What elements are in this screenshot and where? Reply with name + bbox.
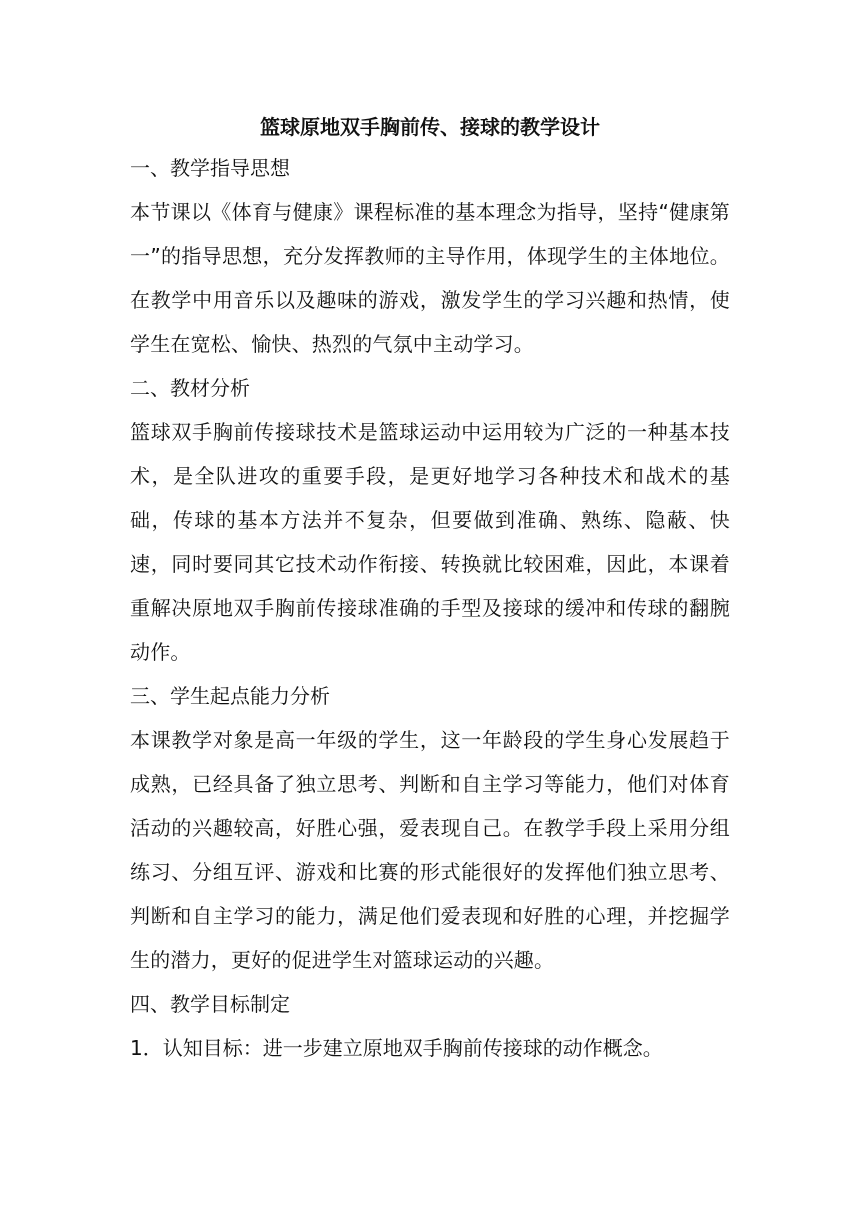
section-heading-material-analysis: 二、教材分析 <box>130 376 250 400</box>
section-heading-teaching-goals: 四、教学目标制定 <box>130 992 290 1016</box>
paragraph-student-ability: 本课教学对象是高一年级的学生，这一年龄段的学生身心发展趋于成熟，已经具备了独立思考、判断和自主学习等能力，他们对体育活动的兴趣较高，好胜心强，爱表现自己。在教学手段上采用分组练习、分组互评、游戏和比赛的形式能很好的发挥他们独立思考、判断和自主学习的能力，满足他们爱表现和好胜的心理，并挖掘学生的潜力，更好的促进学生对篮球运动的兴趣。 <box>130 728 730 972</box>
paragraph-guiding-thought: 本节课以《体育与健康》课程标准的基本理念为指导，坚持“健康第一”的指导思想，充分发挥教师的主导作用，体现学生的主体地位。在教学中用音乐以及趣味的游戏，激发学生的学习兴趣和热情，使学生在宽松、愉快、热烈的气氛中主动学习。 <box>130 200 730 356</box>
document-content <box>130 108 730 1070</box>
section-heading-guiding-thought: 一、教学指导思想 <box>130 156 290 180</box>
paragraph-material-analysis: 篮球双手胸前传接球技术是篮球运动中运用较为广泛的一种基本技术，是全队进攻的重要手段，是更好地学习各种技术和战术的基础，传球的基本方法并不复杂，但要做到准确、熟练、隐蔽、快速，同时要同其它技术动作衔接、转换就比较困难，因此，本课着重解决原地双手胸前传接球准确的手型及接球的缓冲和传球的翻腕动作。 <box>130 420 730 664</box>
list-item-cognitive-goal: 1．认知目标：进一步建立原地双手胸前传接球的动作概念。 <box>130 1036 663 1060</box>
section-heading-student-ability: 三、学生起点能力分析 <box>130 684 330 708</box>
document-title: 篮球原地双手胸前传、接球的教学设计 <box>260 115 600 139</box>
